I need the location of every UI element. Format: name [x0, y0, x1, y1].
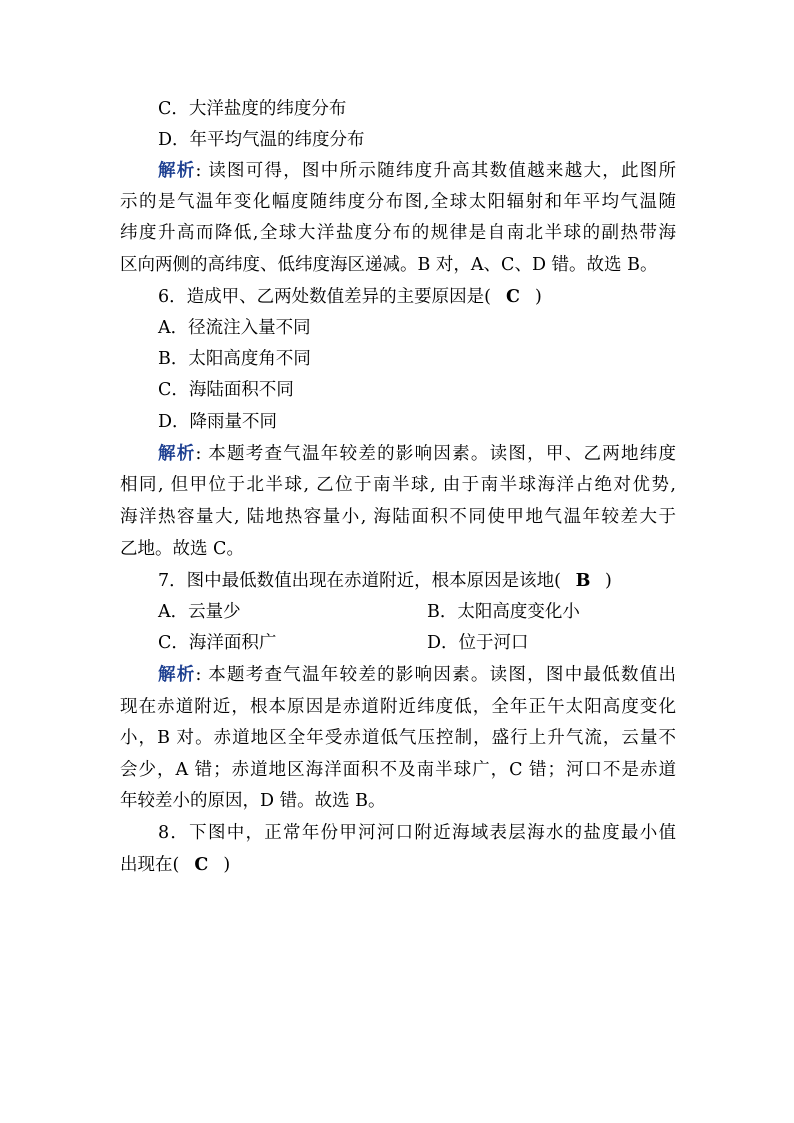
q5-explanation-line-4: 区向两侧的高纬度、低纬度海区递减。B 对，A、C、D 错。故选 B。	[120, 255, 658, 275]
bracket-close: )	[534, 287, 542, 307]
q7-explanation-line-5: 年较差小的原因，D 错。故选 B。	[120, 791, 386, 811]
q7-explanation-line-3: 小，B 对。赤道地区全年受赤道低气压控制，盛行上升气流，云量不	[120, 728, 676, 748]
q8-stem-line-1: 8．下图中，正常年份甲河河口附近海域表层海水的盐度最小值	[158, 823, 676, 843]
q7-option-d: D．位于河口	[427, 633, 529, 653]
q7-option-b: B．太阳高度变化小	[427, 602, 580, 622]
explanation-text: : 读图可得，图中所示随纬度升高其数值越来越大，此图所	[195, 161, 676, 181]
q5-option-d: D．年平均气温的纬度分布	[158, 130, 365, 150]
explanation-label: 解析	[158, 665, 196, 685]
q7-explanation-line-4: 会少，A 错；赤道地区海洋面积不及南半球广，C 错；河口不是赤道	[120, 760, 676, 780]
q7-explanation-line-2: 现在赤道附近，根本原因是赤道附近纬度低，全年正午太阳高度变化	[120, 697, 676, 717]
question-text: 出现在(	[120, 855, 180, 875]
q5-explanation-line-3: 纬度升高而降低,全球大洋盐度分布的规律是自南北半球的副热带海	[120, 223, 676, 243]
q7-option-a: A．云量少	[158, 602, 241, 622]
q6-option-d: D．降雨量不同	[158, 412, 278, 432]
q7-option-c: C．海洋面积广	[158, 633, 277, 653]
question-text: 7．图中最低数值出现在赤道附近，根本原因是该地(	[158, 571, 561, 591]
explanation-label: 解析	[158, 161, 196, 181]
explanation-text: : 本题考查气温年较差的影响因素。读图，图中最低数值出	[195, 665, 676, 685]
q6-option-c: C．海陆面积不同	[158, 380, 294, 400]
q6-explanation-line-2: 相同, 但甲位于北半球, 乙位于南半球, 由于南半球海洋占绝对优势,	[120, 475, 676, 495]
bracket-close: )	[604, 571, 612, 591]
q6-explanation-line-1	[158, 443, 676, 465]
q5-explanation-line-2: 示的是气温年变化幅度随纬度分布图,全球太阳辐射和年平均气温随	[120, 192, 676, 212]
bracket-close: )	[223, 855, 231, 875]
q6-explanation-line-3: 海洋热容量大, 陆地热容量小, 海陆面积不同使甲地气温年较差大于	[120, 507, 676, 527]
q6-stem	[158, 286, 676, 308]
q8-stem-line-2	[120, 854, 676, 876]
answer-mark: C	[506, 287, 520, 307]
q5-option-c: C．大洋盐度的纬度分布	[158, 99, 347, 119]
q7-stem	[158, 570, 676, 592]
question-text: 6．造成甲、乙两处数值差异的主要原因是(	[158, 287, 491, 307]
answer-mark: B	[575, 571, 591, 591]
q6-option-b: B．太阳高度角不同	[158, 349, 311, 369]
explanation-label: 解析	[158, 444, 196, 464]
q6-explanation-line-4: 乙地。故选 C。	[120, 539, 244, 559]
q5-explanation-line-1	[158, 160, 676, 182]
answer-mark: C	[194, 855, 209, 875]
q6-option-a: A．径流注入量不同	[158, 318, 311, 338]
q7-explanation-line-1	[158, 664, 676, 686]
explanation-text: : 本题考查气温年较差的影响因素。读图，甲、乙两地纬度	[195, 444, 676, 464]
